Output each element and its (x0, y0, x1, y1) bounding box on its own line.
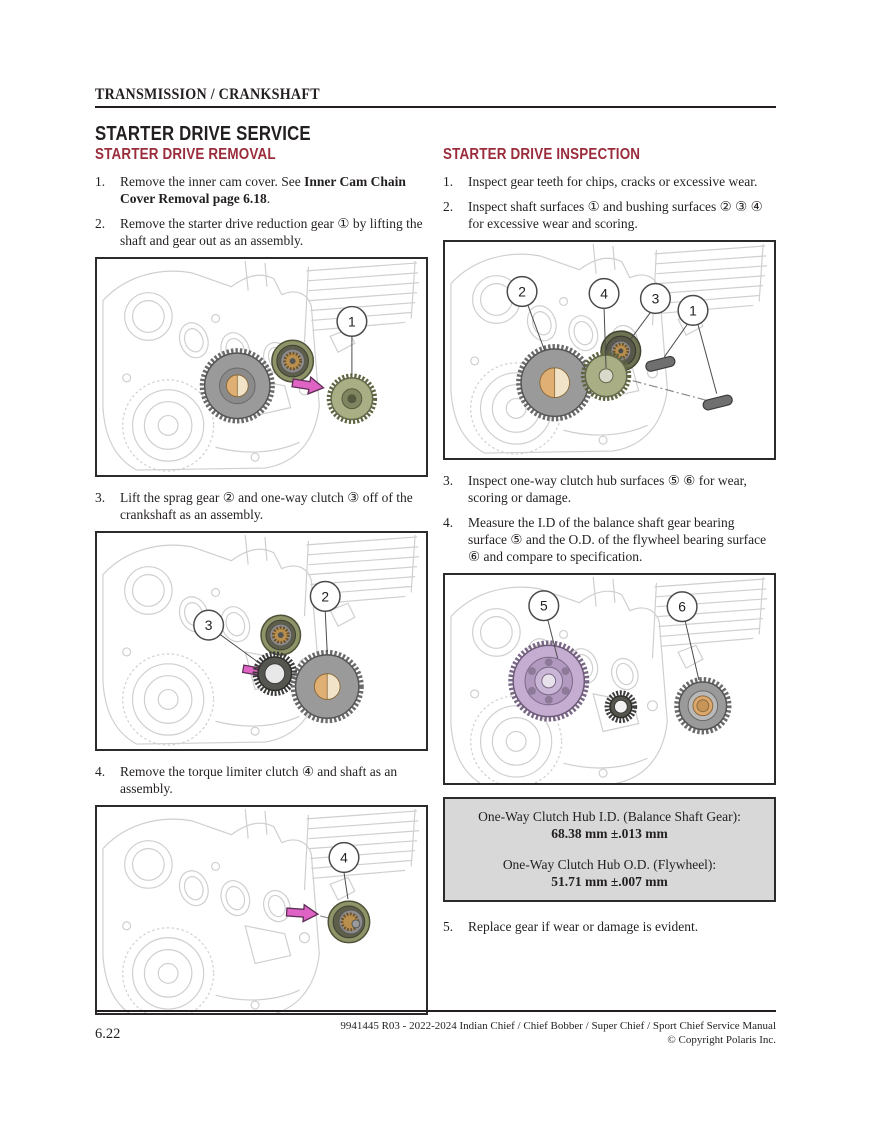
inspection-step-3 (443, 472, 776, 506)
colophon-line-2: © Copyright Polaris Inc. (667, 1033, 776, 1046)
removal-figure-1 (95, 257, 428, 477)
inspection-figure-1-illustration (445, 242, 774, 458)
removal-column (95, 146, 428, 1027)
step-text: Measure the I.D of the balance shaft gear bearing surface ⑤ and the O.D. of the flywheel bearing surface ⑥ and compare to specification. (468, 515, 767, 564)
spec-spacer (451, 842, 768, 856)
inspection-figure-2-illustration (445, 575, 774, 783)
removal-step-3 (95, 489, 428, 523)
inspection-step-1 (443, 173, 776, 190)
callout-number: 2 (518, 283, 526, 300)
removal-figure-3-illustration (97, 807, 426, 1013)
callout-number: 1 (689, 302, 697, 319)
callout-number: 4 (340, 849, 348, 866)
colophon (256, 1020, 776, 1047)
header-rule (95, 106, 776, 108)
doc-section-title: TRANSMISSION / CRANKSHAFT (95, 86, 320, 103)
step-number: 2. (443, 199, 454, 214)
inspection-heading: STARTER DRIVE INSPECTION (443, 146, 641, 163)
removal-figure-3 (95, 805, 428, 1015)
specification-box (443, 797, 776, 902)
callout-number: 3 (651, 290, 660, 307)
spec-value-od: 51.71 mm ±.007 mm (551, 874, 668, 889)
removal-figure-2-illustration (97, 533, 426, 749)
callout-number: 1 (348, 313, 356, 330)
step-text-pre: Remove the inner cam cover. See (120, 174, 305, 189)
step-text-post: . (266, 191, 271, 206)
spec-label-id: One-Way Clutch Hub I.D. (Balance Shaft Gear): (478, 809, 741, 824)
step-number: 1. (95, 174, 106, 189)
page-number: 6.22 (95, 1026, 121, 1042)
removal-figure-1-illustration (97, 259, 426, 475)
inspection-step-2 (443, 198, 776, 232)
page-title: STARTER DRIVE SERVICE (95, 123, 311, 145)
step-text: Remove the starter drive reduction gear ① by lifting the shaft and gear out as an assembly. (120, 216, 423, 248)
cross-reference-link[interactable]: Inner Cam Chain Cover Removal page 6.18 (120, 174, 406, 206)
step-text: Replace gear if wear or damage is evident. (468, 919, 699, 934)
step-number: 4. (443, 515, 454, 530)
callout-number: 4 (600, 285, 608, 302)
callout-number: 2 (321, 588, 330, 605)
inspection-step-5 (443, 918, 776, 935)
footer-rule (95, 1010, 776, 1012)
inspection-step-4 (443, 514, 776, 565)
step-number: 2. (95, 216, 106, 231)
step-text: Inspect shaft surfaces ① and bushing surfaces ② ③ ④ for excessive wear and scoring. (468, 199, 763, 231)
spec-label-od: One-Way Clutch Hub O.D. (Flywheel): (502, 857, 717, 872)
removal-step-2 (95, 215, 428, 249)
step-text: Inspect one-way clutch hub surfaces ⑤ ⑥ for wear, scoring or damage. (468, 473, 747, 505)
step-text: Inspect gear teeth for chips, cracks or excessive wear. (468, 174, 758, 189)
step-text: Remove the torque limiter clutch ④ and shaft as an assembly. (120, 764, 398, 796)
inspection-column (443, 146, 776, 943)
removal-step-1 (95, 173, 428, 207)
spec-value-id: 68.38 mm ±.013 mm (551, 826, 668, 841)
step-number: 4. (95, 764, 106, 779)
step-number: 5. (443, 919, 454, 934)
step-number: 3. (443, 473, 454, 488)
step-text: Lift the sprag gear ② and one-way clutch ③ off of the crankshaft as an assembly. (120, 490, 413, 522)
removal-step-4 (95, 763, 428, 797)
step-number: 1. (443, 174, 454, 189)
colophon-line-1: 9941445 R03 - 2022-2024 Indian Chief / Chief Bobber / Super Chief / Sport Chief Service Manual (340, 1020, 776, 1032)
removal-heading: STARTER DRIVE REMOVAL (95, 146, 276, 163)
callout-number: 3 (204, 617, 213, 634)
callout-number: 6 (678, 598, 686, 615)
step-number: 3. (95, 490, 106, 505)
callout-number: 5 (539, 597, 548, 614)
removal-figure-2 (95, 531, 428, 751)
inspection-figure-2 (443, 573, 776, 785)
step-text (120, 173, 428, 207)
inspection-figure-1 (443, 240, 776, 460)
